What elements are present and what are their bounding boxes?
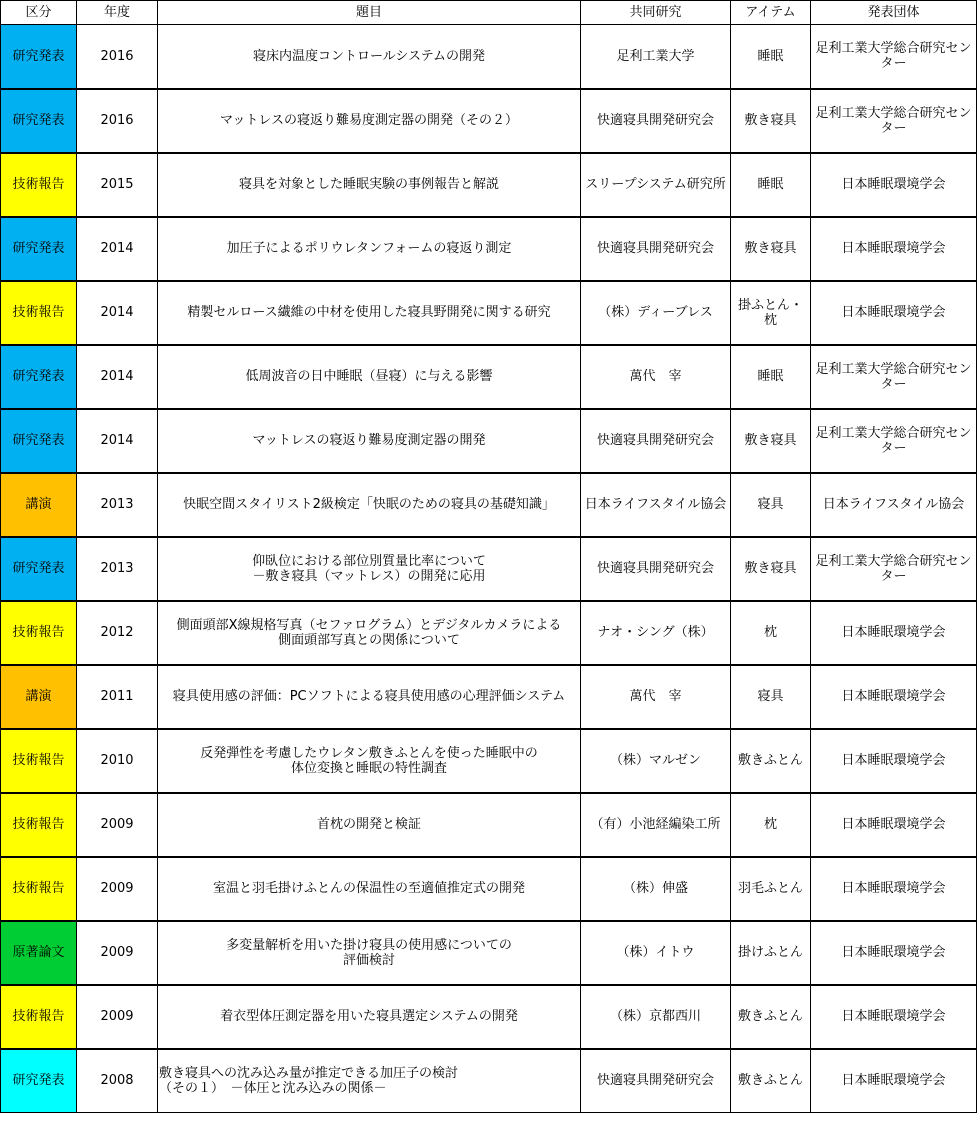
item-cell: 羽毛ふとん	[731, 857, 811, 921]
year-cell: 2014	[77, 281, 158, 345]
organization-cell: 足利工業大学総合研究センター	[811, 409, 977, 473]
organization-cell: 日本睡眠環境学会	[811, 601, 977, 665]
category-cell: 技術報告	[1, 985, 77, 1049]
category-cell: 研究発表	[1, 1049, 77, 1113]
item-cell: 敷きふとん	[731, 1049, 811, 1113]
table-row	[1, 537, 977, 601]
title-cell: 快眠空間スタイリスト2級検定「快眠のための寝具の基礎知識」	[158, 473, 581, 537]
title-cell: 仰臥位における部位別質量比率について －敷き寝具（マットレス）の開発に応用	[158, 537, 581, 601]
table-row	[1, 25, 977, 89]
title-cell: 首枕の開発と検証	[158, 793, 581, 857]
year-cell: 2014	[77, 409, 158, 473]
header-organization: 発表団体	[811, 1, 977, 25]
title-cell: 室温と羽毛掛けふとんの保温性の至適値推定式の開発	[158, 857, 581, 921]
year-cell: 2013	[77, 537, 158, 601]
year-cell: 2016	[77, 25, 158, 89]
year-cell: 2016	[77, 89, 158, 153]
table-row	[1, 281, 977, 345]
organization-cell: 足利工業大学総合研究センター	[811, 345, 977, 409]
header-row	[1, 1, 977, 25]
table-row	[1, 217, 977, 281]
year-cell: 2009	[77, 857, 158, 921]
organization-cell: 日本睡眠環境学会	[811, 793, 977, 857]
partner-cell: 萬代 宰	[581, 345, 731, 409]
organization-cell: 日本睡眠環境学会	[811, 729, 977, 793]
year-cell: 2013	[77, 473, 158, 537]
organization-cell: 日本睡眠環境学会	[811, 281, 977, 345]
organization-cell: 日本睡眠環境学会	[811, 1049, 977, 1113]
partner-cell: 日本ライフスタイル協会	[581, 473, 731, 537]
title-cell: 精製セルロース繊維の中材を使用した寝具野開発に関する研究	[158, 281, 581, 345]
category-cell: 研究発表	[1, 89, 77, 153]
year-cell: 2011	[77, 665, 158, 729]
header-year: 年度	[77, 1, 158, 25]
year-cell: 2009	[77, 985, 158, 1049]
organization-cell: 足利工業大学総合研究センター	[811, 537, 977, 601]
item-cell: 敷きふとん	[731, 985, 811, 1049]
item-cell: 掛けふとん	[731, 921, 811, 985]
partner-cell: 快適寝具開発研究会	[581, 537, 731, 601]
organization-cell: 日本睡眠環境学会	[811, 665, 977, 729]
title-cell: 側面頭部X線規格写真（セファログラム）とデジタルカメラによる 側面頭部写真との関係について	[158, 601, 581, 665]
category-cell: 研究発表	[1, 217, 77, 281]
title-cell: 多変量解析を用いた掛け寝具の使用感についての 評価検討	[158, 921, 581, 985]
item-cell: 敷き寝具	[731, 217, 811, 281]
organization-cell: 日本睡眠環境学会	[811, 857, 977, 921]
partner-cell: （株）京都西川	[581, 985, 731, 1049]
header-partner: 共同研究	[581, 1, 731, 25]
category-cell: 技術報告	[1, 601, 77, 665]
organization-cell: 日本ライフスタイル協会	[811, 473, 977, 537]
organization-cell: 日本睡眠環境学会	[811, 921, 977, 985]
organization-cell: 足利工業大学総合研究センター	[811, 25, 977, 89]
organization-cell: 日本睡眠環境学会	[811, 153, 977, 217]
title-cell: 反発弾性を考慮したウレタン敷きふとんを使った睡眠中の 体位変換と睡眠の特性調査	[158, 729, 581, 793]
partner-cell: スリープシステム研究所	[581, 153, 731, 217]
table-row	[1, 921, 977, 985]
table-row	[1, 473, 977, 537]
item-cell: 枕	[731, 601, 811, 665]
header-category: 区分	[1, 1, 77, 25]
table-row	[1, 665, 977, 729]
organization-cell: 日本睡眠環境学会	[811, 985, 977, 1049]
item-cell: 睡眠	[731, 345, 811, 409]
year-cell: 2014	[77, 217, 158, 281]
category-cell: 技術報告	[1, 281, 77, 345]
table-row	[1, 857, 977, 921]
item-cell: 掛ふとん・枕	[731, 281, 811, 345]
item-cell: 枕	[731, 793, 811, 857]
category-cell: 研究発表	[1, 537, 77, 601]
partner-cell: 萬代 宰	[581, 665, 731, 729]
table-body	[1, 25, 977, 1113]
organization-cell: 日本睡眠環境学会	[811, 217, 977, 281]
table-row	[1, 89, 977, 153]
table-row	[1, 409, 977, 473]
year-cell: 2008	[77, 1049, 158, 1113]
partner-cell: （株）ディーブレス	[581, 281, 731, 345]
category-cell: 講演	[1, 473, 77, 537]
table-row	[1, 601, 977, 665]
title-cell: 低周波音の日中睡眠（昼寝）に与える影響	[158, 345, 581, 409]
table-row	[1, 1049, 977, 1113]
partner-cell: （株）イトウ	[581, 921, 731, 985]
category-cell: 研究発表	[1, 345, 77, 409]
year-cell: 2009	[77, 921, 158, 985]
table-row	[1, 729, 977, 793]
partner-cell: ナオ・シング（株）	[581, 601, 731, 665]
partner-cell: （株）伸盛	[581, 857, 731, 921]
title-cell: マットレスの寝返り難易度測定器の開発（その２）	[158, 89, 581, 153]
item-cell: 敷き寝具	[731, 537, 811, 601]
partner-cell: 快適寝具開発研究会	[581, 217, 731, 281]
partner-cell: 快適寝具開発研究会	[581, 89, 731, 153]
item-cell: 睡眠	[731, 25, 811, 89]
partner-cell: （株）マルゼン	[581, 729, 731, 793]
year-cell: 2014	[77, 345, 158, 409]
year-cell: 2012	[77, 601, 158, 665]
title-cell: 着衣型体圧測定器を用いた寝具選定システムの開発	[158, 985, 581, 1049]
category-cell: 研究発表	[1, 409, 77, 473]
category-cell: 技術報告	[1, 793, 77, 857]
header-item: アイテム	[731, 1, 811, 25]
partner-cell: 足利工業大学	[581, 25, 731, 89]
table-row	[1, 985, 977, 1049]
category-cell: 研究発表	[1, 25, 77, 89]
organization-cell: 足利工業大学総合研究センター	[811, 89, 977, 153]
header-title: 題目	[158, 1, 581, 25]
year-cell: 2009	[77, 793, 158, 857]
table-row	[1, 793, 977, 857]
title-cell: 寝具使用感の評価：PCソフトによる寝具使用感の心理評価システム	[158, 665, 581, 729]
title-cell: 寝床内温度コントロールシステムの開発	[158, 25, 581, 89]
partner-cell: （有）小池経編染工所	[581, 793, 731, 857]
title-cell: 敷き寝具への沈み込み量が推定できる加圧子の検討 （その１） －体圧と沈み込みの関係－	[158, 1049, 581, 1113]
item-cell: 寝具	[731, 665, 811, 729]
title-cell: 寝具を対象とした睡眠実験の事例報告と解説	[158, 153, 581, 217]
item-cell: 睡眠	[731, 153, 811, 217]
item-cell: 敷きふとん	[731, 729, 811, 793]
title-cell: マットレスの寝返り難易度測定器の開発	[158, 409, 581, 473]
category-cell: 技術報告	[1, 729, 77, 793]
table-row	[1, 153, 977, 217]
category-cell: 講演	[1, 665, 77, 729]
category-cell: 技術報告	[1, 857, 77, 921]
year-cell: 2010	[77, 729, 158, 793]
year-cell: 2015	[77, 153, 158, 217]
title-cell: 加圧子によるポリウレタンフォームの寝返り測定	[158, 217, 581, 281]
item-cell: 敷き寝具	[731, 89, 811, 153]
table-row	[1, 345, 977, 409]
item-cell: 寝具	[731, 473, 811, 537]
category-cell: 技術報告	[1, 153, 77, 217]
partner-cell: 快適寝具開発研究会	[581, 1049, 731, 1113]
category-cell: 原著論文	[1, 921, 77, 985]
partner-cell: 快適寝具開発研究会	[581, 409, 731, 473]
item-cell: 敷き寝具	[731, 409, 811, 473]
